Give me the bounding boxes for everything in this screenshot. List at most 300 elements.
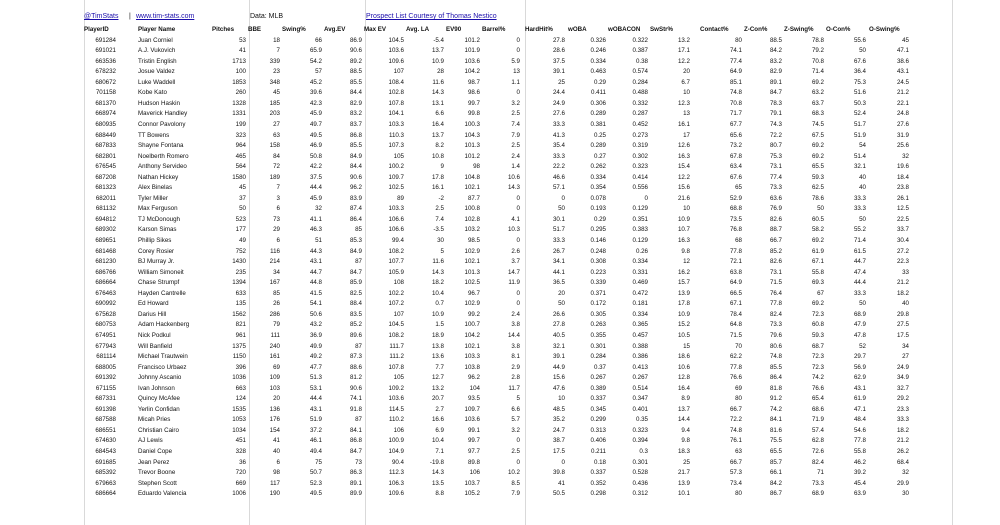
table-cell[interactable]: 96.2: [467, 374, 480, 382]
table-cell[interactable]: 39.6: [309, 89, 322, 97]
table-cell[interactable]: 0.355: [590, 331, 606, 339]
table-cell[interactable]: 1150: [232, 353, 246, 361]
table-cell[interactable]: 27.8: [552, 36, 565, 44]
table-cell[interactable]: 102.8: [388, 89, 404, 97]
table-cell[interactable]: 323: [235, 131, 246, 139]
table-cell[interactable]: 67.7: [729, 120, 742, 128]
table-cell[interactable]: 68: [735, 237, 742, 244]
table-cell[interactable]: 15.2: [677, 321, 690, 329]
table-cell[interactable]: 99.2: [467, 310, 480, 318]
table-cell[interactable]: 64.9: [729, 68, 742, 76]
table-cell[interactable]: 32: [902, 152, 909, 160]
table-cell[interactable]: 103.6: [464, 57, 480, 65]
table-cell[interactable]: 47.4: [853, 268, 866, 276]
table-cell[interactable]: 50: [558, 300, 565, 308]
table-cell[interactable]: 87: [355, 416, 362, 424]
table-cell[interactable]: 33.3: [552, 120, 565, 128]
table-cell[interactable]: 161: [269, 353, 280, 361]
table-cell[interactable]: 1036: [232, 374, 246, 382]
table-cell[interactable]: 27: [902, 353, 909, 361]
table-cell[interactable]: 106: [469, 469, 480, 477]
table-cell[interactable]: 0.339: [590, 279, 606, 287]
table-cell[interactable]: 82.6: [769, 215, 782, 223]
table-cell[interactable]: 57: [315, 68, 322, 76]
table-cell[interactable]: 124: [235, 395, 246, 403]
table-cell[interactable]: 10.9: [677, 310, 690, 318]
table-cell[interactable]: 0: [516, 300, 520, 308]
table-cell[interactable]: 41.1: [309, 215, 322, 223]
table-cell[interactable]: 50.5: [552, 490, 565, 498]
table-cell[interactable]: 679663: [95, 479, 116, 487]
table-cell[interactable]: 67: [817, 289, 824, 297]
table-cell[interactable]: 33.3: [552, 152, 565, 160]
table-cell[interactable]: 0.411: [590, 89, 606, 97]
player-name-cell[interactable]: Ed Howard: [138, 300, 169, 308]
table-cell[interactable]: 84.9: [349, 247, 362, 255]
table-cell[interactable]: 689651: [95, 237, 116, 244]
table-cell[interactable]: 82.4: [811, 458, 824, 466]
table-cell[interactable]: 87: [355, 342, 362, 350]
table-cell[interactable]: 691685: [95, 458, 116, 466]
table-cell[interactable]: 54.6: [853, 426, 866, 434]
table-cell[interactable]: 6: [276, 458, 280, 466]
column-header[interactable]: HardHit%: [525, 26, 553, 33]
table-cell[interactable]: 88.5: [769, 36, 782, 44]
table-cell[interactable]: 44.4: [309, 395, 322, 403]
table-cell[interactable]: 45.9: [309, 110, 322, 118]
table-cell[interactable]: 102.1: [464, 258, 480, 266]
table-cell[interactable]: 0.146: [590, 237, 606, 244]
table-cell[interactable]: 13.1: [431, 99, 444, 107]
column-header[interactable]: Avg. LA: [406, 26, 430, 33]
table-cell[interactable]: 0.211: [590, 448, 606, 455]
table-cell[interactable]: 10.6: [677, 363, 690, 371]
table-cell[interactable]: 15.7: [677, 279, 690, 287]
table-cell[interactable]: 60.8: [811, 321, 824, 329]
table-cell[interactable]: 13: [683, 110, 690, 118]
table-cell[interactable]: 19.6: [896, 163, 909, 171]
table-cell[interactable]: 465: [235, 152, 246, 160]
table-cell[interactable]: 7.9: [511, 490, 520, 498]
table-cell[interactable]: 13.6: [431, 353, 444, 361]
table-cell[interactable]: 67.6: [729, 173, 742, 181]
table-cell[interactable]: 107: [393, 310, 404, 318]
player-name-cell[interactable]: Maverick Handley: [138, 110, 188, 118]
table-cell[interactable]: 12.7: [431, 374, 444, 382]
table-cell[interactable]: 0.313: [590, 426, 606, 434]
table-cell[interactable]: 79.1: [769, 110, 782, 118]
table-cell[interactable]: 76.6: [729, 374, 742, 382]
table-cell[interactable]: 6.6: [435, 110, 444, 118]
table-cell[interactable]: 32.1: [552, 342, 565, 350]
table-cell[interactable]: 84.7: [769, 89, 782, 97]
table-cell[interactable]: 0.284: [632, 78, 648, 86]
table-cell[interactable]: 73.1: [769, 268, 782, 276]
table-cell[interactable]: 106: [393, 426, 404, 434]
table-cell[interactable]: 42.3: [309, 99, 322, 107]
table-cell[interactable]: 14.4: [677, 416, 690, 424]
table-cell[interactable]: 3: [276, 194, 280, 202]
table-cell[interactable]: 85.2: [349, 321, 362, 329]
table-cell[interactable]: 0.472: [632, 289, 648, 297]
table-cell[interactable]: 85.5: [769, 363, 782, 371]
table-cell[interactable]: 0: [516, 36, 520, 44]
table-cell[interactable]: 16.3: [677, 237, 690, 244]
table-cell[interactable]: 49: [239, 237, 246, 244]
table-cell[interactable]: 0.326: [590, 36, 606, 44]
table-cell[interactable]: 0.262: [590, 163, 606, 171]
table-cell[interactable]: 86.7: [769, 490, 782, 498]
table-cell[interactable]: 177: [235, 226, 246, 234]
table-cell[interactable]: 79.6: [769, 331, 782, 339]
table-cell[interactable]: 2.7: [435, 405, 444, 413]
table-cell[interactable]: 9.8: [681, 437, 690, 445]
table-cell[interactable]: 663: [235, 384, 246, 392]
table-cell[interactable]: 86.3: [349, 469, 362, 477]
table-cell[interactable]: 0.331: [632, 268, 648, 276]
player-name-cell[interactable]: Phillip Sikes: [138, 237, 172, 244]
table-cell[interactable]: 78.4: [729, 310, 742, 318]
table-cell[interactable]: 674951: [95, 331, 116, 339]
player-name-cell[interactable]: Trevor Boone: [138, 469, 176, 477]
table-cell[interactable]: 72.6: [811, 448, 824, 455]
table-cell[interactable]: 523: [235, 215, 246, 223]
table-cell[interactable]: 75.3: [853, 78, 866, 86]
table-cell[interactable]: 37.5: [309, 173, 322, 181]
player-name-cell[interactable]: Max Ferguson: [138, 205, 178, 213]
table-cell[interactable]: 73.5: [729, 215, 742, 223]
player-name-cell[interactable]: TT Bowens: [138, 131, 170, 139]
player-name-cell[interactable]: Stephen Scott: [138, 479, 177, 487]
table-cell[interactable]: 2.4: [511, 152, 520, 160]
table-cell[interactable]: 701158: [95, 89, 116, 97]
table-cell[interactable]: 103.2: [464, 226, 480, 234]
table-cell[interactable]: 0.302: [632, 152, 648, 160]
table-cell[interactable]: 35.2: [552, 416, 565, 424]
table-cell[interactable]: 34.9: [896, 374, 909, 382]
table-cell[interactable]: 47.9: [853, 321, 866, 329]
table-cell[interactable]: 0.347: [632, 395, 648, 403]
table-cell[interactable]: 76.8: [729, 226, 742, 234]
table-cell[interactable]: 74.8: [729, 89, 742, 97]
table-cell[interactable]: 41: [558, 479, 565, 487]
player-name-cell[interactable]: Michael Trautwein: [138, 353, 188, 361]
table-cell[interactable]: -5.4: [433, 36, 444, 44]
table-cell[interactable]: 52.9: [729, 194, 742, 202]
table-cell[interactable]: 100.8: [464, 205, 480, 213]
table-cell[interactable]: 0: [516, 89, 520, 97]
table-cell[interactable]: 0.305: [590, 310, 606, 318]
player-name-cell[interactable]: BJ Murray Jr.: [138, 258, 175, 266]
table-cell[interactable]: 47.8: [853, 331, 866, 339]
table-cell[interactable]: 84.1: [769, 416, 782, 424]
table-cell[interactable]: 73: [355, 458, 362, 466]
table-cell[interactable]: 70.8: [811, 57, 824, 65]
table-cell[interactable]: 0.172: [590, 300, 606, 308]
table-cell[interactable]: 26.1: [896, 194, 909, 202]
table-cell[interactable]: 0.452: [632, 120, 648, 128]
table-cell[interactable]: 9.4: [681, 426, 690, 434]
table-cell[interactable]: 25: [558, 78, 565, 86]
table-cell[interactable]: 681132: [95, 205, 116, 213]
timstats-link[interactable]: @TimStats: [84, 13, 119, 20]
table-cell[interactable]: 74.1: [729, 47, 742, 55]
table-cell[interactable]: 7: [276, 47, 280, 55]
table-cell[interactable]: 15.6: [677, 184, 690, 192]
table-cell[interactable]: 1853: [232, 78, 246, 86]
table-cell[interactable]: 27.8: [552, 321, 565, 329]
table-cell[interactable]: 44.7: [853, 258, 866, 266]
player-name-cell[interactable]: TJ McDonough: [138, 215, 180, 223]
table-cell[interactable]: 8.5: [511, 479, 520, 487]
table-cell[interactable]: 116: [270, 247, 280, 255]
table-cell[interactable]: 235: [235, 268, 246, 276]
table-cell[interactable]: 112.3: [388, 469, 404, 477]
table-cell[interactable]: 88.6: [349, 363, 362, 371]
table-cell[interactable]: 0.129: [632, 237, 648, 244]
table-cell[interactable]: 77.4: [769, 173, 782, 181]
table-cell[interactable]: 52.4: [853, 110, 866, 118]
table-cell[interactable]: 0.18: [593, 458, 606, 466]
table-cell[interactable]: 11.7: [508, 384, 520, 392]
table-cell[interactable]: 0.345: [590, 405, 606, 413]
table-cell[interactable]: 0: [516, 47, 520, 55]
table-cell[interactable]: 82.9: [349, 99, 362, 107]
table-cell[interactable]: 680753: [95, 321, 116, 329]
table-cell[interactable]: 89.2: [349, 57, 362, 65]
table-cell[interactable]: 60.5: [811, 215, 824, 223]
table-cell[interactable]: 58.2: [811, 226, 824, 234]
table-cell[interactable]: 71.5: [769, 279, 782, 287]
table-cell[interactable]: 0.27: [593, 152, 606, 160]
table-cell[interactable]: 82.9: [769, 68, 782, 76]
table-cell[interactable]: 87.4: [349, 205, 362, 213]
table-cell[interactable]: 686766: [95, 268, 116, 276]
table-cell[interactable]: 10: [683, 205, 690, 213]
table-cell[interactable]: 0.528: [632, 469, 648, 477]
table-cell[interactable]: 63: [735, 448, 742, 455]
table-cell[interactable]: 72.3: [811, 363, 824, 371]
table-cell[interactable]: 104.2: [464, 68, 480, 76]
table-cell[interactable]: 0.354: [590, 184, 606, 192]
table-cell[interactable]: 47.7: [309, 363, 322, 371]
column-header[interactable]: O-Con%: [826, 26, 851, 33]
table-cell[interactable]: 86.8: [349, 437, 362, 445]
table-cell[interactable]: 56.9: [853, 363, 866, 371]
table-cell[interactable]: 87: [355, 258, 362, 266]
table-cell[interactable]: 74.3: [769, 120, 782, 128]
table-cell[interactable]: 14.3: [431, 268, 444, 276]
table-cell[interactable]: 16.4: [677, 384, 690, 392]
table-cell[interactable]: 396: [235, 363, 246, 371]
table-cell[interactable]: 106.6: [388, 215, 404, 223]
table-cell[interactable]: 47.1: [896, 47, 909, 55]
table-cell[interactable]: 676545: [95, 163, 116, 171]
table-cell[interactable]: 694812: [95, 215, 116, 223]
table-cell[interactable]: 41: [273, 437, 280, 445]
table-cell[interactable]: 17.1: [677, 47, 690, 55]
player-name-cell[interactable]: Tyler Miller: [138, 194, 168, 202]
table-cell[interactable]: 0.301: [632, 458, 648, 466]
player-name-cell[interactable]: Josue Valdez: [138, 68, 175, 76]
prospect-list-link[interactable]: Prospect List Courtesy of Thomas Nestico: [366, 13, 497, 20]
table-cell[interactable]: 54.2: [309, 57, 322, 65]
table-cell[interactable]: 109: [269, 374, 280, 382]
table-cell[interactable]: 55.8: [811, 268, 824, 276]
table-cell[interactable]: 111.2: [389, 353, 404, 361]
table-cell[interactable]: 0.457: [632, 331, 648, 339]
table-cell[interactable]: 0.334: [590, 173, 606, 181]
table-cell[interactable]: 22.3: [896, 258, 909, 266]
table-cell[interactable]: 5: [440, 247, 444, 255]
table-cell[interactable]: 16.4: [431, 120, 444, 128]
table-cell[interactable]: 72.2: [729, 416, 742, 424]
table-cell[interactable]: 1394: [232, 279, 246, 287]
table-cell[interactable]: 100.2: [388, 163, 404, 171]
table-cell[interactable]: 57.1: [552, 184, 565, 192]
table-cell[interactable]: 14.3: [431, 89, 444, 97]
table-cell[interactable]: 65: [735, 184, 742, 192]
table-cell[interactable]: 89.8: [467, 458, 480, 466]
table-cell[interactable]: 66: [315, 36, 322, 44]
table-cell[interactable]: 74.5: [811, 120, 824, 128]
table-cell[interactable]: 83.5: [349, 310, 362, 318]
table-cell[interactable]: 10: [558, 395, 565, 403]
table-cell[interactable]: 64.8: [729, 321, 742, 329]
table-cell[interactable]: 27.6: [896, 120, 909, 128]
table-cell[interactable]: 633: [235, 289, 246, 297]
table-cell[interactable]: 44.1: [552, 268, 565, 276]
column-header[interactable]: Z-Con%: [744, 26, 768, 33]
table-cell[interactable]: 65.5: [811, 163, 824, 171]
table-cell[interactable]: 73: [273, 215, 280, 223]
table-cell[interactable]: 11.6: [432, 78, 444, 86]
table-cell[interactable]: 100.3: [464, 120, 480, 128]
table-cell[interactable]: 36: [239, 458, 246, 466]
table-cell[interactable]: 20: [683, 68, 690, 76]
table-cell[interactable]: 86.8: [349, 131, 362, 139]
table-cell[interactable]: 71.7: [729, 110, 742, 118]
table-cell[interactable]: 73.3: [811, 479, 824, 487]
table-cell[interactable]: 0.301: [590, 342, 606, 350]
table-cell[interactable]: 109.6: [388, 57, 404, 65]
column-header[interactable]: O-Swing%: [869, 26, 900, 33]
table-cell[interactable]: 9.8: [681, 247, 690, 255]
table-cell[interactable]: 77.4: [729, 57, 742, 65]
table-cell[interactable]: 18: [273, 36, 280, 44]
table-cell[interactable]: 50: [558, 205, 565, 213]
table-cell[interactable]: 22.1: [896, 99, 909, 107]
table-cell[interactable]: 52: [859, 342, 866, 350]
table-cell[interactable]: 46.1: [309, 437, 322, 445]
table-cell[interactable]: 109.2: [388, 384, 404, 392]
table-cell[interactable]: 0.488: [632, 89, 648, 97]
table-cell[interactable]: 73.1: [769, 163, 782, 171]
table-cell[interactable]: 110.3: [388, 131, 404, 139]
table-cell[interactable]: 0.289: [590, 110, 606, 118]
table-cell[interactable]: 16.2: [677, 268, 690, 276]
table-cell[interactable]: 18.2: [896, 289, 909, 297]
table-cell[interactable]: 40: [273, 448, 280, 455]
player-name-cell[interactable]: Nathan Hickey: [138, 173, 179, 181]
table-cell[interactable]: 101.3: [464, 142, 480, 150]
table-cell[interactable]: 10.9: [431, 310, 444, 318]
table-cell[interactable]: 62.5: [811, 184, 824, 192]
table-cell[interactable]: 17.8: [677, 300, 690, 308]
table-cell[interactable]: 20: [273, 395, 280, 403]
table-cell[interactable]: 54.1: [309, 300, 322, 308]
table-cell[interactable]: 691398: [95, 405, 116, 413]
table-cell[interactable]: 98: [473, 163, 480, 171]
table-cell[interactable]: 752: [235, 247, 246, 255]
table-cell[interactable]: 65.5: [769, 448, 782, 455]
table-cell[interactable]: 85.3: [349, 237, 362, 244]
table-cell[interactable]: 101.2: [464, 36, 480, 44]
table-cell[interactable]: 0.248: [590, 247, 606, 255]
table-cell[interactable]: 0.469: [632, 279, 648, 287]
table-cell[interactable]: 27: [273, 120, 280, 128]
player-name-cell[interactable]: Hayden Cantrelle: [138, 289, 186, 297]
table-cell[interactable]: 176: [269, 416, 280, 424]
table-cell[interactable]: 682801: [95, 152, 116, 160]
table-cell[interactable]: 77.8: [729, 247, 742, 255]
table-cell[interactable]: 0.246: [590, 47, 606, 55]
table-cell[interactable]: 26.6: [552, 310, 565, 318]
table-cell[interactable]: 0.381: [590, 120, 606, 128]
table-cell[interactable]: 49.9: [309, 342, 322, 350]
table-cell[interactable]: 45.2: [309, 78, 322, 86]
table-cell[interactable]: 99.8: [467, 110, 480, 118]
table-cell[interactable]: 103.6: [388, 395, 404, 403]
table-cell[interactable]: 0.323: [632, 426, 648, 434]
column-header[interactable]: Pitches: [212, 26, 235, 33]
table-cell[interactable]: 12.2: [677, 173, 690, 181]
table-cell[interactable]: 9: [440, 163, 444, 171]
table-cell[interactable]: 65.4: [811, 395, 824, 403]
table-cell[interactable]: 84.1: [349, 426, 362, 434]
table-cell[interactable]: 71.5: [729, 331, 742, 339]
table-cell[interactable]: 72.2: [769, 131, 782, 139]
table-cell[interactable]: 0: [516, 205, 520, 213]
table-cell[interactable]: 57.4: [811, 426, 824, 434]
table-cell[interactable]: 85.2: [769, 247, 782, 255]
table-cell[interactable]: 16.3: [677, 152, 690, 160]
table-cell[interactable]: 41.3: [552, 131, 565, 139]
table-cell[interactable]: 75.5: [769, 437, 782, 445]
player-name-cell[interactable]: Johnny Ascanio: [138, 374, 182, 382]
player-name-cell[interactable]: Yerlin Confidan: [138, 405, 180, 413]
table-cell[interactable]: 102.9: [464, 300, 480, 308]
table-cell[interactable]: 0.299: [590, 416, 606, 424]
table-cell[interactable]: 0.181: [632, 300, 648, 308]
table-cell[interactable]: 0.574: [632, 68, 648, 76]
table-cell[interactable]: 1053: [232, 416, 246, 424]
table-cell[interactable]: 71.4: [853, 237, 866, 244]
table-cell[interactable]: 30.4: [896, 237, 909, 244]
table-cell[interactable]: 52.3: [309, 479, 322, 487]
table-cell[interactable]: 10: [683, 89, 690, 97]
table-cell[interactable]: 82.4: [769, 310, 782, 318]
table-cell[interactable]: 100: [235, 68, 246, 76]
table-cell[interactable]: 67.1: [811, 258, 824, 266]
table-cell[interactable]: 102.5: [464, 279, 480, 287]
table-cell[interactable]: 37.5: [552, 57, 565, 65]
table-cell[interactable]: 0.463: [590, 68, 606, 76]
table-cell[interactable]: 1328: [232, 99, 246, 107]
player-name-cell[interactable]: William Simoneit: [138, 268, 184, 276]
table-cell[interactable]: 104.3: [464, 131, 480, 139]
player-name-cell[interactable]: Noelberth Romero: [138, 152, 189, 160]
